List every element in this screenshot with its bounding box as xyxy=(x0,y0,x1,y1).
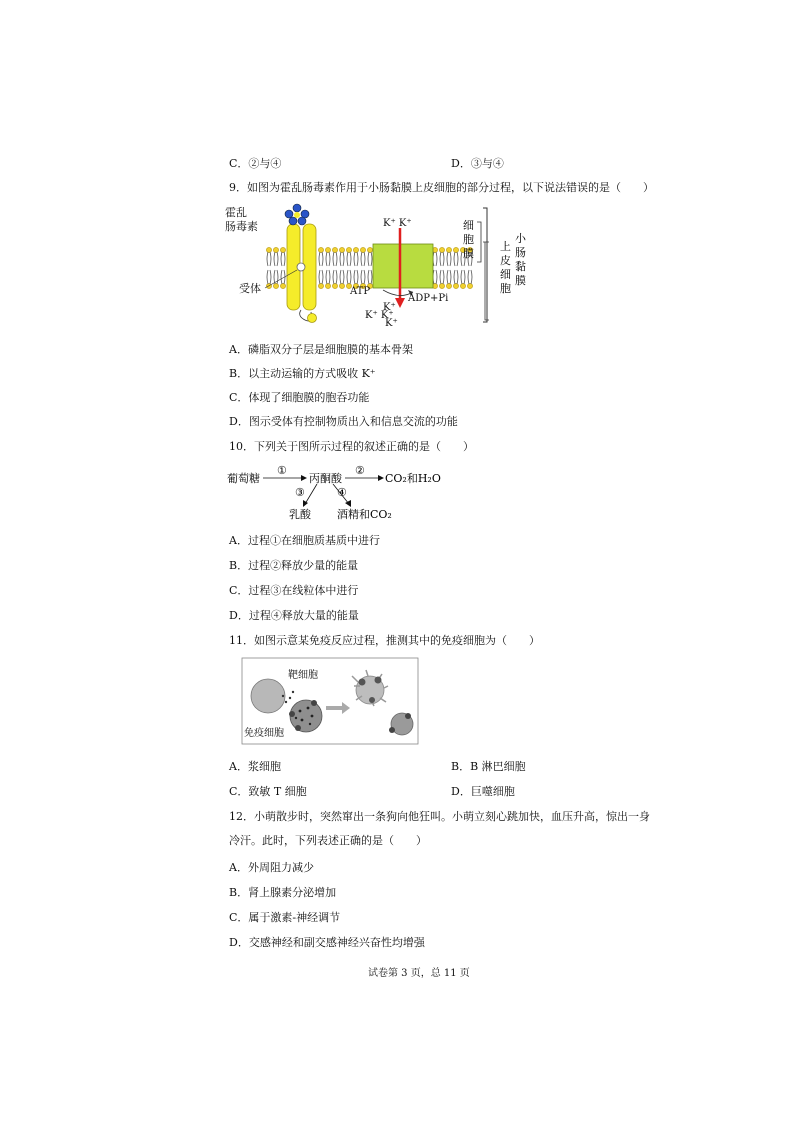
mucosa-label-c2-4: 膜 xyxy=(515,274,526,287)
mucosa-label-c2-1: 小 xyxy=(515,232,526,245)
page-footer: 试卷第 3 页，总 11 页 xyxy=(368,968,470,979)
mucosa-label-c2-2: 肠 xyxy=(515,246,526,259)
q11-option-d: D．巨噬细胞 xyxy=(451,785,515,798)
membrane-label-2: 胞 xyxy=(463,233,474,246)
step1-label: ① xyxy=(277,464,287,477)
q10-respiration-figure xyxy=(225,462,455,524)
atp-label: ATP xyxy=(350,286,371,297)
step2-label: ② xyxy=(355,464,365,477)
mucosa-label-c1-4: 胞 xyxy=(500,282,511,295)
q10-option-a: A．过程①在细胞质基质中进行 xyxy=(229,534,380,547)
q12-option-b: B．肾上腺素分泌增加 xyxy=(229,886,337,899)
receptor-label: 受体 xyxy=(239,282,261,295)
target-cell xyxy=(251,679,285,713)
mucosa-label-c1-3: 细 xyxy=(500,268,511,281)
membrane-label-1: 细 xyxy=(463,219,474,232)
q11-option-a: A．浆细胞 xyxy=(229,760,281,773)
toxin-label-2: 肠毒素 xyxy=(225,220,258,233)
glucose-label: 葡萄糖 xyxy=(227,472,260,485)
q10-stem: 10．下列关于图所示过程的叙述正确的是（ ） xyxy=(229,440,474,453)
q10-option-b: B．过程②释放少量的能量 xyxy=(229,559,359,572)
q10-option-d: D．过程④释放大量的能量 xyxy=(229,609,359,622)
q11-option-b: B．B 淋巴细胞 xyxy=(451,760,526,773)
q8-option-d: D．③与④ xyxy=(451,157,504,170)
product2-label: CO₂和H₂O xyxy=(385,472,441,485)
step4-label: ④ xyxy=(337,486,347,499)
pyruvate-label: 丙酮酸 xyxy=(309,472,342,485)
q12-option-c: C．属于激素-神经调节 xyxy=(229,911,341,924)
q11-option-c: C．致敏 T 细胞 xyxy=(229,785,307,798)
q9-option-b: B．以主动运输的方式吸收 K⁺ xyxy=(229,367,376,380)
q12-option-d: D．交感神经和副交感神经兴奋性均增强 xyxy=(229,936,425,949)
q12-option-a: A．外周阻力减少 xyxy=(229,861,314,874)
toxin-molecule xyxy=(285,204,309,225)
k-channel-protein xyxy=(373,244,433,288)
q9-option-d: D．图示受体有控制物质出入和信息交流的功能 xyxy=(229,415,458,428)
mucosa-label-c1-1: 上 xyxy=(500,240,511,253)
step3-label: ③ xyxy=(295,486,305,499)
membrane-label-3: 膜 xyxy=(463,247,474,260)
q12-stem-line1: 12．小萌散步时，突然窜出一条狗向他狂叫。小萌立刻心跳加快，血压升高，惊出一身 xyxy=(229,810,650,823)
q9-stem: 9．如图为霍乱肠毒素作用于小肠黏膜上皮细胞的部分过程，以下说法错误的是（ ） xyxy=(229,181,654,194)
q11-stem: 11．如图示意某免疫反应过程，推测其中的免疫细胞为（ ） xyxy=(229,634,540,647)
toxin-label-1: 霍乱 xyxy=(225,206,247,219)
q10-option-c: C．过程③在线粒体中进行 xyxy=(229,584,359,597)
k-bottom-label-1: K⁺ xyxy=(383,302,396,313)
q12-stem-line2: 冷汗。此时，下列表述正确的是（ ） xyxy=(229,834,427,847)
k-bottom-label-3: K⁺ xyxy=(385,318,398,328)
ethanol-label: 酒精和CO₂ xyxy=(337,508,392,521)
mucosa-label-c2-3: 黏 xyxy=(515,260,526,273)
q9-membrane-figure xyxy=(225,200,535,328)
lactic-label: 乳酸 xyxy=(289,508,311,521)
adp-label: ADP+Pi xyxy=(408,293,449,304)
q9-option-c: C．体现了细胞膜的胞吞功能 xyxy=(229,391,370,404)
immune-cell-label: 免疫细胞 xyxy=(244,728,284,739)
q11-immune-figure xyxy=(238,656,420,746)
mucosa-label-c1-2: 皮 xyxy=(500,254,511,267)
k-bottom-label-2: K⁺ K⁺ xyxy=(365,310,394,321)
q9-option-a: A．磷脂双分子层是细胞膜的基本骨架 xyxy=(229,343,413,356)
k-top-label: K⁺ K⁺ xyxy=(383,218,412,229)
target-cell-label: 靶细胞 xyxy=(288,670,318,681)
q8-option-c: C．②与④ xyxy=(229,157,282,170)
